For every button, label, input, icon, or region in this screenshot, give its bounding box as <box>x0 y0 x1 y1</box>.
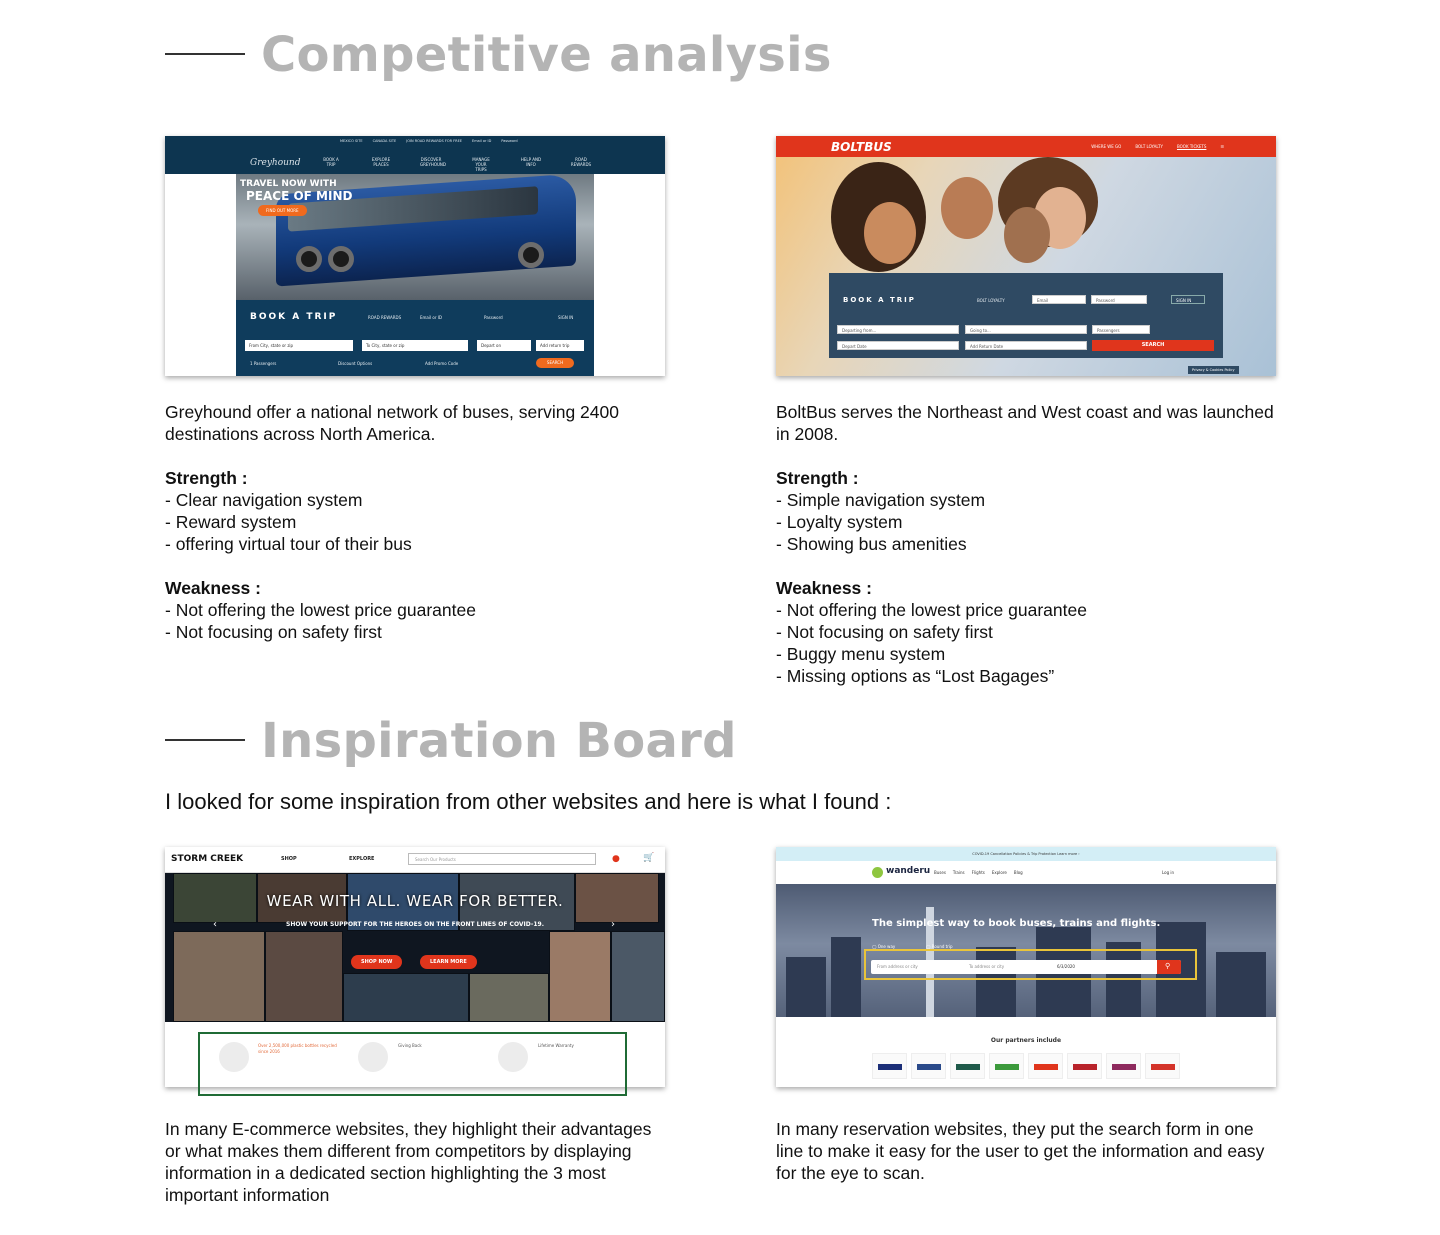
boltbus-nav <box>1091 144 1224 149</box>
person-face <box>941 177 993 239</box>
find-out-more-button[interactable]: FIND OUT MORE <box>258 205 307 216</box>
wanderu-header <box>776 861 1276 884</box>
weakness-item: - Missing options as “Lost Bagages” <box>776 666 1055 686</box>
caption-line: In many E-commerce websites, they highlight their advantages <box>165 1119 652 1139</box>
caption-line: or what makes them different from competitors by displaying <box>165 1141 632 1161</box>
nav-item[interactable]: Trains <box>952 870 965 875</box>
nav-item[interactable]: BOOK A TRIP <box>323 157 339 167</box>
caption-line: line to make it easy for the user to get the information and easy <box>776 1141 1265 1161</box>
section-rule-competitive <box>165 53 245 55</box>
wanderu-highlight-frame <box>864 949 1197 980</box>
inspiration-lead: I looked for some inspiration from other websites and here is what I found : <box>165 789 892 814</box>
partner-logo <box>872 1053 907 1079</box>
partner-logo <box>1028 1053 1063 1079</box>
return-date-input[interactable]: Add Return Date <box>965 341 1087 350</box>
return-input[interactable]: Add return trip <box>536 340 584 351</box>
partner-logo <box>950 1053 985 1079</box>
to-input[interactable]: To City, state or zip <box>362 340 468 351</box>
round-trip-label: Round trip <box>931 944 953 949</box>
strength-heading: Strength : <box>776 468 859 488</box>
boltbus-book-panel <box>829 273 1223 358</box>
partner-logo <box>1067 1053 1102 1079</box>
nav-item[interactable]: MANAGE YOUR TRIPS <box>472 157 490 172</box>
stormcreek-hero <box>165 873 665 1022</box>
stormcreek-subline: SHOW YOUR SUPPORT FOR THE HEROES ON THE FRONT LINES OF COVID-19. <box>286 921 544 928</box>
util-link[interactable]: JOIN ROAD REWARDS FOR FREE <box>406 139 463 143</box>
carousel-next-icon[interactable]: › <box>611 919 615 930</box>
inspiration-title: Inspiration Board <box>261 713 737 769</box>
privacy-link[interactable]: Privacy & Cookies Policy <box>1188 366 1239 374</box>
from-input[interactable]: From City, state or zip <box>245 340 353 351</box>
skyline-building <box>786 957 826 1017</box>
weakness-heading: Weakness : <box>165 578 261 598</box>
round-trip-radio[interactable]: ◯ Round trip <box>926 944 953 949</box>
carousel-prev-icon[interactable]: ‹ <box>213 919 217 930</box>
bus-wheel <box>518 242 544 268</box>
caption-line: for the eye to scan. <box>776 1163 925 1183</box>
wanderu-logo-icon <box>872 867 883 878</box>
photo-tile <box>265 931 343 1022</box>
depart-date-input[interactable]: Depart Date <box>837 341 959 350</box>
stormcreek-caption <box>165 1118 665 1206</box>
feature-giving: Giving Back <box>398 1043 422 1048</box>
photo-tile <box>469 973 549 1022</box>
caption-line: In many reservation websites, they put the search form in one <box>776 1119 1254 1139</box>
caption-line: important information <box>165 1185 330 1205</box>
wanderu-nav <box>934 870 1023 875</box>
util-password[interactable]: Password <box>501 139 518 143</box>
login-label: Log in <box>1162 870 1175 875</box>
cart-icon[interactable]: 🛒 <box>643 853 655 863</box>
password-field[interactable]: Password <box>1091 295 1147 304</box>
greyhound-header <box>165 136 665 174</box>
date-input[interactable]: 6/3/2020 <box>1057 964 1075 969</box>
greyhound-description <box>165 401 665 643</box>
weakness-item: - Not offering the lowest price guarantee <box>165 600 476 620</box>
sign-in-button[interactable]: SIGN IN <box>1171 295 1205 304</box>
stormcreek-logo[interactable]: STORM CREEK <box>171 854 244 864</box>
loyalty-label: BOLT LOYALTY <box>977 298 1005 303</box>
partner-logo <box>1106 1053 1141 1079</box>
nav-item[interactable]: Flights <box>971 870 985 875</box>
nav-item[interactable]: HELP AND INFO <box>520 157 542 167</box>
greyhound-search-button[interactable]: SEARCH <box>536 358 574 368</box>
nav-item[interactable]: WHERE WE GO <box>1091 144 1122 149</box>
boltbus-logo[interactable]: BOLTBUS <box>831 140 892 154</box>
email-field[interactable]: Email <box>1032 295 1086 304</box>
greyhound-nav <box>320 157 592 172</box>
greyhound-util-links <box>340 139 518 143</box>
photo-tile <box>173 931 265 1022</box>
greyhound-hero <box>236 174 594 300</box>
wanderu-caption <box>776 1118 1276 1184</box>
search-input[interactable]: Search Our Products <box>408 853 596 865</box>
weakness-item: - Buggy menu system <box>776 644 946 664</box>
nav-item[interactable]: Blog <box>1013 870 1023 875</box>
wanderu-partners <box>776 1017 1276 1087</box>
nav-item[interactable]: Explore <box>991 870 1007 875</box>
intro-line: BoltBus serves the Northeast and West coast and was launched <box>776 402 1274 422</box>
promo-link[interactable]: Add Promo Code <box>425 361 459 366</box>
learn-more-button[interactable]: LEARN MORE <box>420 955 477 969</box>
strength-item: - Simple navigation system <box>776 490 986 510</box>
wanderu-headline: The simplest way to book buses, trains and flights. <box>872 918 1161 929</box>
photo-tile <box>343 973 469 1022</box>
weakness-item: - Not focusing on safety first <box>165 622 382 642</box>
one-way-label: One way <box>877 944 896 949</box>
feature-recycle: Over 2,500,000 plastic bottles recycled since 2016 <box>258 1043 337 1054</box>
intro-line: Greyhound offer a national network of buses, serving 2400 <box>165 402 619 422</box>
passengers-select[interactable]: 1 Passengers <box>250 361 277 366</box>
weakness-item: - Not focusing on safety first <box>776 622 993 642</box>
partners-title: Our partners include <box>990 1037 1062 1044</box>
skyline-building <box>1216 952 1266 1017</box>
skyline-building <box>831 937 861 1017</box>
going-select[interactable]: Going to... <box>965 325 1087 334</box>
hero-line1: TRAVEL NOW WITH <box>240 179 337 189</box>
nav-item[interactable]: BOLT LOYALTY <box>1135 144 1163 149</box>
greyhound-screenshot <box>165 136 665 376</box>
photo-tile <box>611 931 665 1022</box>
covid-banner[interactable]: COVID-19 Cancellation Policies & Trip Protection Learn more › <box>776 847 1276 861</box>
departing-select[interactable]: Departing from... <box>837 325 959 334</box>
boltbus-header <box>776 136 1276 157</box>
to-input[interactable]: To address or city <box>969 964 1005 969</box>
sign-in-button[interactable]: SIGN IN <box>558 315 574 320</box>
book-trip-title: BOOK A TRIP <box>250 312 338 322</box>
util-link[interactable]: MEXICO SITE <box>340 139 363 143</box>
person-face <box>864 202 916 264</box>
boltbus-description <box>776 401 1276 687</box>
nav-item[interactable]: ROAD REWARDS <box>570 157 592 167</box>
explore-menu[interactable]: EXPLORE <box>349 856 375 862</box>
from-input[interactable]: From address or city <box>877 964 918 969</box>
shop-menu[interactable]: SHOP <box>281 856 297 862</box>
person-face <box>1004 207 1050 263</box>
boltbus-search-button[interactable]: SEARCH <box>1092 340 1214 351</box>
strength-item: - Showing bus amenities <box>776 534 967 554</box>
caption-line: information in a dedicated section highlighting the 3 most <box>165 1163 606 1183</box>
strength-item: - Reward system <box>165 512 297 532</box>
nav-item[interactable]: EXPLORE PLACES <box>371 157 391 167</box>
passengers-field[interactable]: Passengers <box>1092 325 1150 334</box>
nav-item[interactable]: BOOK TICKETS <box>1176 144 1207 149</box>
competitive-title: Competitive analysis <box>261 27 832 83</box>
nav-item[interactable]: DISCOVER GREYHOUND <box>420 157 447 167</box>
hero-line2: PEACE OF MIND <box>246 189 353 203</box>
weakness-heading: Weakness : <box>776 578 872 598</box>
email-field[interactable]: Email or ID <box>420 315 442 320</box>
intro-line: destinations across North America. <box>165 424 436 444</box>
strength-item: - Clear navigation system <box>165 490 363 510</box>
feature-warranty: Lifetime Warranty <box>538 1043 574 1048</box>
password-field[interactable]: Password <box>484 315 503 320</box>
boltbus-screenshot <box>776 136 1276 376</box>
util-link[interactable]: CANADA SITE <box>372 139 397 143</box>
user-icon[interactable]: ● <box>612 854 620 864</box>
weakness-item: - Not offering the lowest price guarantee <box>776 600 1087 620</box>
search-icon: ⚲ <box>1165 962 1171 970</box>
book-trip-title: BOOK A TRIP <box>843 296 916 304</box>
stormcreek-highlight-frame <box>198 1032 627 1096</box>
strength-item: - offering virtual tour of their bus <box>165 534 412 554</box>
hamburger-icon[interactable]: ☰ <box>1220 144 1224 149</box>
section-rule-inspiration <box>165 739 245 741</box>
bus-wheel <box>296 246 322 272</box>
login-link[interactable] <box>1162 870 1174 875</box>
depart-input[interactable]: Depart on <box>477 340 531 351</box>
util-email[interactable]: Email or ID <box>472 139 492 143</box>
photo-tile <box>549 931 611 1022</box>
discount-select[interactable]: Discount Options <box>338 361 373 366</box>
stormcreek-headline: WEAR WITH ALL. WEAR FOR BETTER. <box>266 892 564 910</box>
partner-logo <box>1145 1053 1180 1079</box>
road-rewards-label: ROAD REWARDS <box>368 315 402 320</box>
one-way-radio[interactable]: ◯ One way <box>872 944 896 949</box>
strength-item: - Loyalty system <box>776 512 903 532</box>
greyhound-book-panel <box>236 300 594 376</box>
greyhound-logo[interactable]: Greyhound <box>250 158 301 168</box>
partner-logo <box>989 1053 1024 1079</box>
stormcreek-header <box>165 847 665 873</box>
strength-heading: Strength : <box>165 468 248 488</box>
partner-logo <box>911 1053 946 1079</box>
bus-wheel <box>328 246 354 272</box>
nav-item[interactable]: Buses <box>934 870 946 875</box>
intro-line: in 2008. <box>776 424 839 444</box>
shop-now-button[interactable]: SHOP NOW <box>351 955 402 969</box>
wanderu-logo[interactable]: wanderu <box>886 866 931 876</box>
